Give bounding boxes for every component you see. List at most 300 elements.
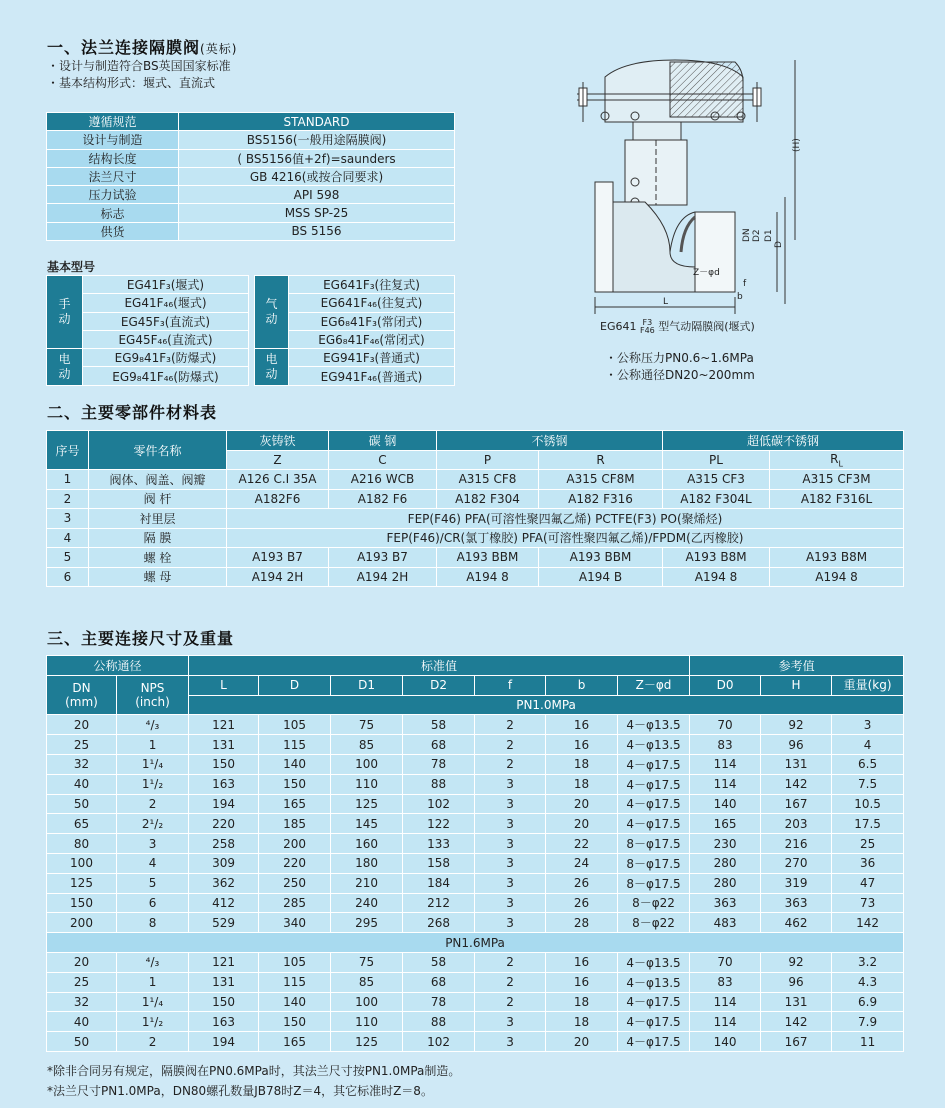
model-left: EG45F₃(直流式): [83, 312, 249, 330]
dim-cell: 92: [761, 952, 832, 972]
dim-cell: 133: [403, 834, 475, 854]
dim-cell: ⁴/₃: [117, 952, 189, 972]
dim-col-header: D2: [403, 675, 475, 695]
section2-title: 二、主要零部件材料表: [47, 403, 218, 422]
dim-cell: 102: [403, 794, 475, 814]
dim-cell: 121: [189, 715, 259, 735]
dim-col-header: Z－φd: [618, 675, 690, 695]
caption-sup: F3: [642, 318, 653, 327]
section1-bullet-1: ・设计与制造符合BS英国国家标准: [47, 59, 231, 73]
mat-cell: A193 B8M: [770, 548, 904, 568]
dimensions-body: [47, 715, 904, 1052]
dim-col-header: D1: [331, 675, 403, 695]
dim-cell: 96: [761, 735, 832, 755]
dim-cell: 184: [403, 873, 475, 893]
table-row: [47, 509, 904, 529]
note-1: *除非合同另有规定，隔膜阀在PN0.6MPa时，其法兰尺寸按PN1.0MPa制造。: [47, 1064, 461, 1078]
dim-cell: 4－φ17.5: [618, 814, 690, 834]
dim-cell: 150: [47, 893, 117, 913]
dim-cell: 2: [117, 1032, 189, 1052]
dim-cell: 4: [117, 853, 189, 873]
table-row: [47, 1012, 904, 1032]
label-h: (H): [792, 138, 802, 152]
dim-cell: 7.5: [832, 774, 904, 794]
pneumatic-label: [255, 276, 289, 349]
mat-cell: A315 CF3: [663, 470, 770, 490]
dim-col-header: b: [546, 675, 618, 695]
section3-title: 三、主要连接尺寸及重量: [47, 629, 235, 648]
table-row: [47, 972, 904, 992]
standards-key: 结构长度: [47, 149, 179, 167]
mat-row-part: 隔 膜: [89, 528, 227, 548]
dim-cell: 83: [690, 972, 761, 992]
dim-cell: 100: [331, 992, 403, 1012]
dim-cell: 125: [47, 873, 117, 893]
dim-cell: 150: [189, 992, 259, 1012]
dim-cell: 412: [189, 893, 259, 913]
materials-header-row-1: [47, 431, 904, 451]
dim-col-header: D: [259, 675, 331, 695]
dim-cell: 140: [690, 1032, 761, 1052]
table-row: [47, 834, 904, 854]
dim-cell: 18: [546, 992, 618, 1012]
dim-cell: 210: [331, 873, 403, 893]
mat-cell: A194 2H: [227, 567, 329, 587]
standards-key: 供货: [47, 222, 179, 240]
dim-cell: 20: [546, 814, 618, 834]
dim-cell: 4: [832, 735, 904, 755]
dim-cell: 1: [117, 735, 189, 755]
dim-cell: 50: [47, 794, 117, 814]
bonnet: [633, 122, 681, 140]
dim-cell: 163: [189, 774, 259, 794]
mat-row-part: 阀 杆: [89, 489, 227, 509]
dim-cell: 8－φ17.5: [618, 873, 690, 893]
table-row: [47, 276, 455, 294]
dim-cell: 83: [690, 735, 761, 755]
dim-cell: 110: [331, 774, 403, 794]
standards-value: API 598: [179, 186, 455, 204]
dim-cell: 3: [475, 834, 546, 854]
dim-cell: 40: [47, 1012, 117, 1032]
table-row: [47, 528, 904, 548]
mat-cell: A193 BBM: [437, 548, 539, 568]
dim-cell: 114: [690, 992, 761, 1012]
dim-cell: 363: [690, 893, 761, 913]
standards-value: ( BS5156值+2f)=saunders: [179, 149, 455, 167]
pressure-bullet: ・公称压力PN0.6~1.6MPa: [605, 351, 754, 365]
model-right: EG641F₄₆(往复式): [289, 294, 455, 312]
dim-cell: 2: [475, 972, 546, 992]
dim-cell: 194: [189, 794, 259, 814]
dim-cell: 4－φ13.5: [618, 972, 690, 992]
mat-cell: A315 CF8: [437, 470, 539, 490]
dim-cell: 4－φ13.5: [618, 952, 690, 972]
model-right: EG6₈41F₃(常闭式): [289, 312, 455, 330]
dim-cell: 142: [761, 1012, 832, 1032]
dim-header-nominal: 公称通径: [47, 656, 189, 676]
table-row: [47, 853, 904, 873]
mat-cell: A315 CF8M: [539, 470, 663, 490]
model-left: EG41F₄₆(堰式): [83, 294, 249, 312]
dim-cell: 163: [189, 1012, 259, 1032]
models-title: 基本型号: [47, 260, 96, 274]
mat-cell: A315 CF3M: [770, 470, 904, 490]
dim-header-row-2: [47, 675, 904, 695]
dim-cell: 7.9: [832, 1012, 904, 1032]
dim-cell: 131: [761, 754, 832, 774]
dim-cell: 70: [690, 715, 761, 735]
dim-cell: 125: [331, 1032, 403, 1052]
dim-cell: 114: [690, 774, 761, 794]
dim-cell: 115: [259, 735, 331, 755]
standards-header-row: [47, 113, 455, 131]
dim-cell: 20: [546, 794, 618, 814]
models-table: [46, 275, 455, 386]
dim-cell: 220: [259, 853, 331, 873]
dim-cell: 280: [690, 853, 761, 873]
mat-code-r: R: [830, 451, 839, 466]
mat-code: PL: [663, 450, 770, 470]
table-row: [47, 489, 904, 509]
electric-label-right: [255, 349, 289, 386]
table-row: [47, 774, 904, 794]
dim-cell: ⁴/₃: [117, 715, 189, 735]
dim-cell: 10.5: [832, 794, 904, 814]
table-row: [47, 893, 904, 913]
dim-cell: 1¹/₂: [117, 1012, 189, 1032]
dim-cell: 75: [331, 715, 403, 735]
dim-cell: 8: [117, 913, 189, 933]
dim-cell: 11: [832, 1032, 904, 1052]
dim-cell: 4－φ13.5: [618, 735, 690, 755]
mat-cell: A182 F304L: [663, 489, 770, 509]
dim-cell: 8－φ22: [618, 893, 690, 913]
dim-col-header: DN (mm): [47, 675, 117, 715]
dim-cell: 125: [331, 794, 403, 814]
dim-cell: 200: [259, 834, 331, 854]
mat-code: R: [539, 450, 663, 470]
dim-cell: 20: [47, 715, 117, 735]
dim-cell: 2: [475, 754, 546, 774]
label-d2: D2: [752, 229, 762, 242]
dimensions-table: [46, 655, 904, 1052]
mat-cell: A194 B: [539, 567, 663, 587]
dim-cell: 280: [690, 873, 761, 893]
dim-cell: 78: [403, 754, 475, 774]
caption-model: EG641: [600, 320, 637, 333]
label-d1: D1: [764, 229, 774, 242]
dim-cell: 2: [475, 952, 546, 972]
table-row: [47, 167, 455, 185]
standards-value: BS 5156: [179, 222, 455, 240]
dim-cell: 114: [690, 1012, 761, 1032]
table-row: [47, 149, 455, 167]
dim-cell: 18: [546, 774, 618, 794]
dim-cell: 462: [761, 913, 832, 933]
dim-cell: 1: [117, 972, 189, 992]
dim-cell: 158: [403, 853, 475, 873]
dim-header-reference: 参考值: [690, 656, 904, 676]
dim-cell: 50: [47, 1032, 117, 1052]
electric-label-right-text: 电动: [265, 351, 278, 381]
dim-cell: 85: [331, 735, 403, 755]
dim-cell: 285: [259, 893, 331, 913]
dim-cell: 92: [761, 715, 832, 735]
mat-header-group: 超低碳不锈钢: [663, 431, 904, 451]
dim-cell: 32: [47, 992, 117, 1012]
dim-cell: 363: [761, 893, 832, 913]
dim-cell: 250: [259, 873, 331, 893]
table-row: [47, 794, 904, 814]
table-row: [47, 913, 904, 933]
dim-cell: 200: [47, 913, 117, 933]
dim-cell: 100: [331, 754, 403, 774]
dim-cell: 340: [259, 913, 331, 933]
dim-cell: 220: [189, 814, 259, 834]
mat-header-group: 碳 钢: [329, 431, 437, 451]
dim-cell: 25: [832, 834, 904, 854]
dim-header-row-1: [47, 656, 904, 676]
dim-cell: 18: [546, 754, 618, 774]
model-right: EG6₈41F₄₆(常闭式): [289, 330, 455, 348]
dim-cell: 194: [189, 1032, 259, 1052]
dim-cell: 20: [47, 952, 117, 972]
table-row: [47, 567, 904, 587]
mat-cell: A216 WCB: [329, 470, 437, 490]
dim-cell: 3: [475, 814, 546, 834]
dim-cell: 212: [403, 893, 475, 913]
mat-cell: A193 BBM: [539, 548, 663, 568]
dim-cell: 96: [761, 972, 832, 992]
label-z: Z－φd: [693, 268, 720, 278]
dim-cell: 167: [761, 1032, 832, 1052]
dim-cell: 16: [546, 972, 618, 992]
model-left: EG9₈41F₄₆(防爆式): [83, 367, 249, 385]
mat-row-span: FEP(F46)/CR(氯丁橡胶) PFA(可溶性聚四氟乙烯)/FPDM(乙丙橡胶): [227, 528, 904, 548]
dim-cell: 131: [189, 735, 259, 755]
standards-table: [46, 112, 455, 241]
dim-cell: 6.5: [832, 754, 904, 774]
standards-key: 标志: [47, 204, 179, 222]
mat-cell: A182 F316: [539, 489, 663, 509]
table-row: [47, 131, 455, 149]
dim-cell: 3: [117, 834, 189, 854]
dim-cell: 165: [259, 794, 331, 814]
dim-cell: 4－φ17.5: [618, 754, 690, 774]
table-row: [47, 715, 904, 735]
model-left: EG45F₄₆(直流式): [83, 330, 249, 348]
dim-cell: 150: [259, 1012, 331, 1032]
dim-cell: 68: [403, 735, 475, 755]
standards-value: MSS SP-25: [179, 204, 455, 222]
dim-cell: 100: [47, 853, 117, 873]
dim-col-header: 重量(kg): [832, 675, 904, 695]
dim-cell: 73: [832, 893, 904, 913]
table-row: [47, 992, 904, 1012]
dim-cell: 8－φ17.5: [618, 834, 690, 854]
caption-text: 型气动隔膜阀(堰式): [658, 320, 755, 333]
standards-value: GB 4216(或按合同要求): [179, 167, 455, 185]
table-row: [47, 735, 904, 755]
dim-cell: 230: [690, 834, 761, 854]
dim-cell: 8－φ22: [618, 913, 690, 933]
materials-body: [47, 470, 904, 587]
mat-row-no: 4: [47, 528, 89, 548]
dim-col-header: D0: [690, 675, 761, 695]
pn10-label: PN1.0MPa: [189, 695, 904, 715]
table-row: [47, 873, 904, 893]
dim-cell: 8－φ17.5: [618, 853, 690, 873]
dim-cell: 75: [331, 952, 403, 972]
model-left: EG9₈41F₃(防爆式): [83, 349, 249, 367]
table-row: [47, 952, 904, 972]
dim-cell: 121: [189, 952, 259, 972]
table-row: [47, 814, 904, 834]
mat-row-part: 螺 栓: [89, 548, 227, 568]
mat-row-part: 衬里层: [89, 509, 227, 529]
dim-cell: 26: [546, 873, 618, 893]
dim-cell: 4－φ17.5: [618, 1032, 690, 1052]
mat-cell: A194 2H: [329, 567, 437, 587]
dim-cell: 2: [475, 735, 546, 755]
table-row: [47, 186, 455, 204]
dim-cell: 180: [331, 853, 403, 873]
dim-cell: 105: [259, 715, 331, 735]
dim-cell: 1¹/₄: [117, 992, 189, 1012]
dim-col-header: f: [475, 675, 546, 695]
table-row: [47, 204, 455, 222]
dim-cell: 2: [475, 715, 546, 735]
actuator-hatch: [670, 62, 743, 117]
dim-cell: 6: [117, 893, 189, 913]
dim-cell: 3: [475, 1032, 546, 1052]
mat-code-sub: L: [838, 458, 843, 468]
electric-label-left-text: 电动: [58, 351, 71, 381]
dim-cell: 26: [546, 893, 618, 913]
dim-header-standard: 标准值: [189, 656, 690, 676]
dim-col-header: H: [761, 675, 832, 695]
mat-cell: A194 8: [663, 567, 770, 587]
dim-cell: 88: [403, 1012, 475, 1032]
model-right: EG641F₃(往复式): [289, 276, 455, 294]
dim-cell: 2: [475, 992, 546, 1012]
dim-cell: 4－φ17.5: [618, 992, 690, 1012]
dim-cell: 3: [832, 715, 904, 735]
dim-cell: 18: [546, 1012, 618, 1032]
table-row: [47, 222, 455, 240]
valve-drawing: [565, 52, 815, 314]
mat-row-span: FEP(F46) PFA(可溶性聚四氟乙烯) PCTFE(F3) PO(聚烯烃): [227, 509, 904, 529]
dim-cell: 240: [331, 893, 403, 913]
dim-cell: 3: [475, 873, 546, 893]
dim-cell: 529: [189, 913, 259, 933]
dim-cell: 131: [189, 972, 259, 992]
dim-cell: 165: [690, 814, 761, 834]
table-row: [47, 548, 904, 568]
section1-title-suffix: (英标): [200, 42, 238, 56]
mat-row-no: 6: [47, 567, 89, 587]
mat-code: C: [329, 450, 437, 470]
dim-cell: 16: [546, 715, 618, 735]
model-right: EG941F₃(普通式): [289, 349, 455, 367]
dim-cell: 36: [832, 853, 904, 873]
dim-cell: 140: [259, 754, 331, 774]
mat-code: P: [437, 450, 539, 470]
mat-header-no: 序号: [47, 431, 89, 470]
dim-cell: 40: [47, 774, 117, 794]
mat-header-group: 灰铸铁: [227, 431, 329, 451]
dim-cell: 22: [546, 834, 618, 854]
label-f: f: [743, 279, 747, 289]
dim-cell: 309: [189, 853, 259, 873]
mat-cell: A193 B7: [227, 548, 329, 568]
dim-cell: 3.2: [832, 952, 904, 972]
dim-cell: 3: [475, 1012, 546, 1032]
electric-label-left: [47, 349, 83, 386]
dim-cell: 270: [761, 853, 832, 873]
dim-cell: 47: [832, 873, 904, 893]
table-row: [47, 1032, 904, 1052]
table-row: [47, 470, 904, 490]
dim-cell: 295: [331, 913, 403, 933]
dim-cell: 131: [761, 992, 832, 1012]
dim-cell: 68: [403, 972, 475, 992]
dim-cell: 258: [189, 834, 259, 854]
dim-cell: 160: [331, 834, 403, 854]
lining: [681, 217, 695, 252]
caption-sub: F46: [639, 326, 655, 335]
dim-cell: 25: [47, 735, 117, 755]
dim-cell: 122: [403, 814, 475, 834]
dim-cell: 114: [690, 754, 761, 774]
dim-cell: 3: [475, 893, 546, 913]
mat-cell: A126 C.I 35A: [227, 470, 329, 490]
mat-code: [770, 450, 904, 470]
drawing-caption: [600, 318, 755, 335]
dim-cell: 167: [761, 794, 832, 814]
label-d: D: [774, 241, 784, 248]
mat-row-no: 5: [47, 548, 89, 568]
flange-left: [595, 182, 613, 292]
dim-cell: 3: [475, 794, 546, 814]
section1-bullet-2: ・基本结构形式：堰式、直流式: [47, 76, 216, 90]
pn16-label: PN1.6MPa: [47, 933, 904, 953]
dim-cell: 142: [761, 774, 832, 794]
dim-cell: 1¹/₄: [117, 754, 189, 774]
dim-cell: 110: [331, 1012, 403, 1032]
model-right: EG941F₄₆(普通式): [289, 367, 455, 385]
dim-cell: 140: [259, 992, 331, 1012]
dim-cell: 58: [403, 952, 475, 972]
section1-title: [47, 35, 237, 58]
dim-cell: 115: [259, 972, 331, 992]
dim-cell: 2: [117, 794, 189, 814]
materials-table: [46, 430, 904, 587]
dim-cell: 4－φ17.5: [618, 1012, 690, 1032]
dim-cell: 483: [690, 913, 761, 933]
dim-cell: 6.9: [832, 992, 904, 1012]
dim-cell: 4－φ17.5: [618, 774, 690, 794]
dim-cell: 145: [331, 814, 403, 834]
dim-cell: 17.5: [832, 814, 904, 834]
mat-cell: A182 F304: [437, 489, 539, 509]
label-l: L: [663, 297, 669, 307]
dim-cell: 150: [259, 774, 331, 794]
dim-cell: 150: [189, 754, 259, 774]
dim-cell: 3: [475, 853, 546, 873]
label-dn: DN: [742, 228, 752, 242]
